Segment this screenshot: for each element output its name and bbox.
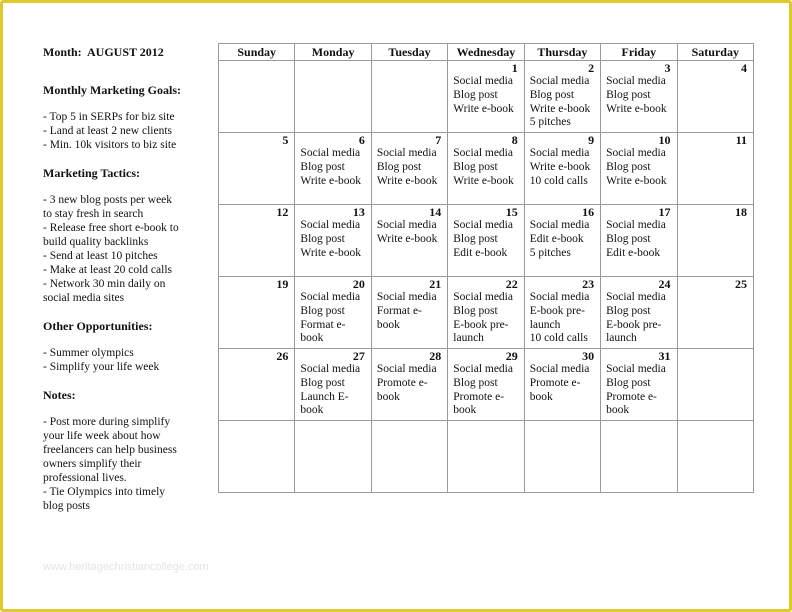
day-task: Blog post	[300, 376, 345, 389]
weekday-header-tuesday: Tuesday	[371, 44, 447, 61]
tactics-item: build quality backlinks	[43, 236, 149, 248]
weekday-header-thursday: Thursday	[524, 44, 600, 61]
day-task: Social media	[529, 291, 590, 303]
calendar-day-cell	[677, 61, 753, 133]
day-task: Social media	[300, 291, 361, 303]
day-number: 18	[735, 205, 747, 219]
day-task: Write e-book	[376, 174, 438, 187]
notes-item: blog posts	[43, 500, 90, 512]
day-task: book	[606, 404, 630, 417]
calendar-day-cell	[601, 61, 677, 133]
goals-item: - Land at least 2 new clients	[43, 125, 173, 137]
day-task: Write e-book	[376, 232, 438, 245]
calendar-day-cell	[295, 277, 371, 349]
day-task: Social media	[529, 219, 590, 231]
day-task: Write e-book	[529, 102, 591, 115]
notes-heading: Notes:	[43, 388, 76, 402]
calendar-day-cell	[295, 205, 371, 277]
day-task: Write e-book	[453, 174, 514, 187]
day-task: book	[453, 404, 477, 417]
weekday-header-sunday: Sunday	[219, 44, 295, 61]
day-number: 23	[582, 277, 595, 291]
day-task: Social media	[453, 147, 513, 159]
day-task: Blog post	[606, 232, 651, 245]
calendar-day-cell	[371, 205, 447, 277]
day-number: 12	[276, 205, 289, 219]
day-task: Blog post	[376, 160, 422, 173]
day-number: 5	[282, 133, 289, 147]
calendar-day-cell	[219, 133, 295, 205]
calendar-week-row	[219, 133, 754, 205]
day-task: Write e-book	[529, 160, 591, 173]
opportunities-section	[43, 319, 203, 374]
day-number	[678, 421, 753, 435]
day-number	[372, 421, 447, 435]
day-number: 26	[276, 349, 289, 363]
day-number: 10	[658, 133, 671, 147]
day-number	[295, 61, 370, 75]
day-number	[525, 421, 600, 435]
notes-item: - Tie Olympics into timely	[43, 486, 166, 498]
calendar-week-row	[219, 421, 754, 493]
calendar-week-row	[219, 205, 754, 277]
opportunities-heading: Other Opportunities:	[43, 319, 153, 333]
day-task: Social media	[300, 219, 361, 231]
day-number: 20	[352, 277, 365, 291]
calendar-day-cell	[371, 277, 447, 349]
calendar-day-cell	[448, 61, 524, 133]
day-task: Social media	[376, 291, 437, 303]
day-number: 6	[358, 133, 365, 147]
day-task: Social media	[606, 219, 666, 231]
day-number: 30	[582, 349, 595, 363]
watermark: www.heritagechristiancollege.com	[43, 561, 209, 573]
day-task: Promote e-	[376, 376, 428, 389]
goals-item: - Top 5 in SERPs for biz site	[43, 111, 175, 123]
day-number: 27	[352, 349, 365, 363]
calendar-day-cell	[677, 421, 753, 493]
day-number: 8	[511, 133, 518, 147]
day-number: 7	[435, 133, 442, 147]
notes-item: freelancers can help business	[43, 444, 177, 456]
notes-item: - Post more during simplify	[43, 416, 171, 428]
calendar-day-cell	[219, 421, 295, 493]
calendar-day-cell	[295, 133, 371, 205]
day-task: Format e-	[300, 318, 346, 331]
day-number	[219, 421, 294, 435]
calendar-day-cell	[295, 349, 371, 421]
day-task: Social media	[529, 75, 590, 87]
day-task: Blog post	[606, 304, 651, 317]
day-task: Social media	[606, 363, 666, 375]
notes-list	[43, 415, 203, 513]
day-task: Blog post	[453, 376, 498, 389]
day-task: Social media	[453, 219, 513, 231]
day-task: Blog post	[606, 160, 651, 173]
day-number: 21	[429, 277, 442, 291]
day-task: 10 cold calls	[529, 174, 588, 187]
day-number	[372, 61, 447, 75]
day-task: Social media	[606, 75, 666, 87]
sidebar	[43, 45, 203, 527]
day-task: Edit e-book	[606, 246, 661, 259]
day-number: 25	[735, 277, 747, 291]
tactics-list	[43, 193, 203, 305]
day-number: 31	[658, 349, 671, 363]
goals-list	[43, 110, 203, 152]
opportunities-item: - Summer olympics	[43, 347, 134, 359]
calendar-day-cell	[677, 205, 753, 277]
day-number: 24	[658, 277, 671, 291]
day-task: Blog post	[300, 304, 345, 317]
opportunities-list	[43, 346, 203, 374]
day-task: 5 pitches	[529, 116, 571, 129]
tactics-item: - Make at least 20 cold calls	[43, 264, 173, 276]
day-task: Social media	[300, 147, 361, 159]
opportunities-item: - Simplify your life week	[43, 361, 160, 373]
day-task: Blog post	[453, 304, 498, 317]
calendar-day-cell	[524, 133, 600, 205]
calendar-week-row	[219, 277, 754, 349]
day-task: Promote e-	[606, 390, 657, 403]
day-number: 2	[588, 61, 595, 75]
tactics-section	[43, 166, 203, 305]
day-task: Blog post	[453, 232, 498, 245]
calendar-day-cell	[219, 349, 295, 421]
tactics-item: - Network 30 min daily on	[43, 278, 166, 290]
calendar-day-cell	[371, 421, 447, 493]
day-task: Social media	[453, 75, 513, 87]
calendar-day-cell	[601, 349, 677, 421]
calendar-day-cell	[448, 421, 524, 493]
calendar-day-cell	[219, 205, 295, 277]
day-number: 13	[352, 205, 365, 219]
calendar-day-cell	[677, 133, 753, 205]
calendar-day-cell	[371, 133, 447, 205]
day-number	[219, 61, 294, 75]
calendar-day-cell	[295, 61, 371, 133]
day-task: Blog post	[606, 88, 651, 101]
day-number: 15	[505, 205, 518, 219]
calendar-day-cell	[601, 421, 677, 493]
calendar-day-cell	[677, 349, 753, 421]
calendar-day-cell	[524, 421, 600, 493]
day-task: E-book pre-	[529, 304, 585, 317]
day-task: Promote e-	[529, 376, 581, 389]
day-task: Social media	[453, 291, 513, 303]
day-task: Social media	[606, 147, 666, 159]
goals-item: - Min. 10k visitors to biz site	[43, 139, 177, 151]
day-task: Edit e-book	[529, 232, 584, 245]
day-number	[448, 421, 523, 435]
day-task: E-book pre-	[453, 318, 509, 331]
month-label: Month:	[43, 45, 82, 59]
goals-heading: Monthly Marketing Goals:	[43, 83, 181, 97]
day-number: 14	[429, 205, 442, 219]
day-number: 19	[276, 277, 289, 291]
day-number: 3	[664, 61, 671, 75]
notes-item: your life week about how	[43, 430, 161, 442]
day-task: Social media	[376, 219, 437, 231]
notes-section	[43, 388, 203, 513]
day-task: book	[376, 390, 400, 403]
calendar-grid	[218, 43, 754, 493]
day-task: book	[300, 332, 324, 345]
month-title	[43, 45, 203, 59]
notes-item: professional lives.	[43, 472, 127, 484]
day-task: launch	[529, 318, 561, 331]
day-task: Social media	[376, 147, 437, 159]
day-task: Blog post	[300, 160, 345, 173]
day-task: 10 cold calls	[529, 332, 588, 345]
day-task: book	[300, 404, 324, 417]
calendar-day-cell	[524, 349, 600, 421]
calendar-day-cell	[448, 277, 524, 349]
notes-item: owners simplify their	[43, 458, 142, 470]
day-task: Social media	[376, 363, 437, 375]
calendar-day-cell	[524, 277, 600, 349]
day-number: 16	[582, 205, 595, 219]
day-number: 22	[505, 277, 518, 291]
day-task: Social media	[453, 363, 513, 375]
calendar-day-cell	[524, 61, 600, 133]
day-task: Write e-book	[606, 174, 667, 187]
day-task: Write e-book	[606, 102, 667, 115]
day-task: Write e-book	[453, 102, 514, 115]
day-number: 11	[735, 133, 747, 147]
day-task: E-book pre-	[606, 318, 662, 331]
weekday-header-friday: Friday	[601, 44, 677, 61]
day-task: Write e-book	[300, 246, 361, 259]
calendar-day-cell	[601, 133, 677, 205]
day-task: launch	[606, 332, 637, 345]
weekday-header-saturday: Saturday	[677, 44, 753, 61]
goals-section	[43, 83, 203, 152]
tactics-item: - Release free short e-book to	[43, 222, 179, 234]
day-task: Blog post	[529, 88, 575, 101]
calendar-day-cell	[601, 205, 677, 277]
tactics-item: to stay fresh in search	[43, 208, 144, 220]
calendar-day-cell	[601, 277, 677, 349]
day-number: 4	[741, 61, 747, 75]
calendar-day-cell	[448, 205, 524, 277]
calendar-day-cell	[371, 349, 447, 421]
day-number: 29	[505, 349, 518, 363]
calendar-day-cell	[371, 61, 447, 133]
day-task: Social media	[606, 291, 666, 303]
day-task: Blog post	[606, 376, 651, 389]
calendar-day-cell	[524, 205, 600, 277]
day-number	[601, 421, 676, 435]
weekday-header-wednesday: Wednesday	[448, 44, 524, 61]
calendar-body	[219, 61, 754, 493]
day-number	[678, 349, 753, 363]
calendar-day-cell	[677, 277, 753, 349]
day-task: book	[529, 390, 553, 403]
tactics-item: - 3 new blog posts per week	[43, 194, 173, 206]
weekday-header-row	[219, 44, 754, 61]
day-task: Social media	[529, 363, 590, 375]
day-number	[295, 421, 370, 435]
day-task: Edit e-book	[453, 246, 508, 259]
day-task: launch	[453, 332, 484, 345]
day-task: Promote e-	[453, 390, 505, 403]
weekday-header-monday: Monday	[295, 44, 371, 61]
day-task: Social media	[300, 363, 361, 375]
day-task: Format e-	[376, 304, 422, 317]
calendar-week-row	[219, 349, 754, 421]
tactics-item: - Send at least 10 pitches	[43, 250, 158, 262]
day-task: Blog post	[300, 232, 345, 245]
tactics-heading: Marketing Tactics:	[43, 166, 140, 180]
day-task: 5 pitches	[529, 246, 571, 259]
day-number: 1	[511, 61, 518, 75]
tactics-item: social media sites	[43, 292, 125, 304]
day-number: 17	[658, 205, 671, 219]
calendar-day-cell	[219, 277, 295, 349]
month-value: AUGUST 2012	[87, 45, 164, 59]
calendar-day-cell	[295, 421, 371, 493]
day-number: 9	[588, 133, 595, 147]
day-number: 28	[429, 349, 442, 363]
calendar-day-cell	[219, 61, 295, 133]
calendar-day-cell	[448, 133, 524, 205]
day-task: Social media	[529, 147, 590, 159]
calendar-day-cell	[448, 349, 524, 421]
day-task: book	[376, 318, 400, 331]
day-task: Blog post	[453, 160, 498, 173]
day-task: Launch E-	[300, 390, 349, 403]
day-task: Blog post	[453, 88, 498, 101]
day-task: Write e-book	[300, 174, 361, 187]
calendar-week-row	[219, 61, 754, 133]
